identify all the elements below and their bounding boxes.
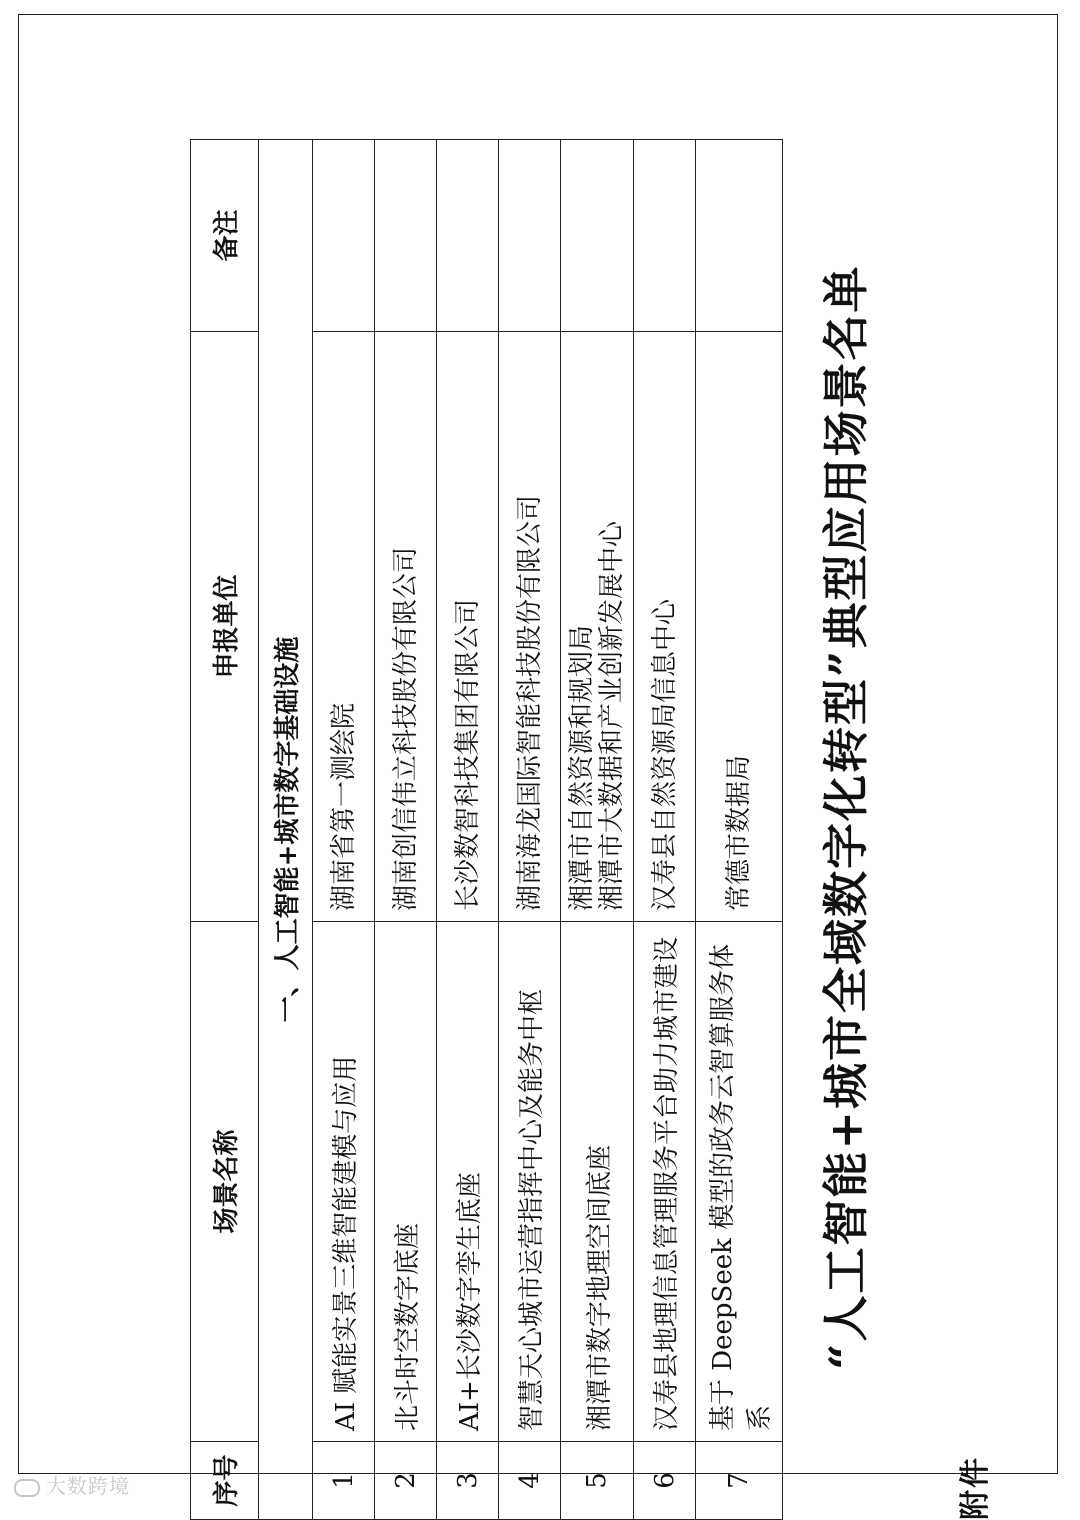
chat-bubble-icon <box>14 1479 40 1497</box>
column-header-note: 备注 <box>191 140 259 332</box>
applicant-unit-line: 湖南省第一测绘院 <box>328 702 359 911</box>
row-number: 5 <box>561 1442 634 1520</box>
applicant-unit <box>375 332 437 922</box>
applicant-unit <box>561 332 634 922</box>
row-note <box>696 140 783 332</box>
rotated-document <box>190 130 1050 1520</box>
scenario-name: AI 赋能实景三维智能建模与应用 <box>313 922 375 1442</box>
applicant-unit-line: 汉寿县自然资源局信息中心 <box>649 598 680 911</box>
applicant-unit <box>696 332 783 922</box>
row-note <box>561 140 634 332</box>
applicant-unit <box>634 332 696 922</box>
applicant-unit-line: 湘潭市大数据和产业创新发展中心 <box>597 520 627 911</box>
scenario-name: 智慧天心城市运营指挥中心及能务中枢 <box>499 922 561 1442</box>
row-note <box>437 140 499 332</box>
attachment-label: 附件 <box>958 1456 993 1520</box>
scenario-name: 基于 DeepSeek 模型的政务云智算服务体系 <box>696 922 783 1442</box>
applicant-unit-line: 湖南海龙国际智能科技股份有限公司 <box>514 494 545 911</box>
scenario-name: 湘潭市数字地理空间底座 <box>561 922 634 1442</box>
row-number: 1 <box>313 1442 375 1520</box>
table-body <box>313 140 783 1520</box>
table-row <box>437 140 499 1520</box>
table-row <box>634 140 696 1520</box>
applicant-unit-line: 湖南创信伟立科技股份有限公司 <box>390 546 421 911</box>
applicant-unit <box>437 332 499 922</box>
section-title: 一、人工智能+城市数字基础设施 <box>259 140 313 1520</box>
applicant-unit-line: 长沙数智科技集团有限公司 <box>452 598 483 911</box>
row-number: 4 <box>499 1442 561 1520</box>
table-row <box>313 140 375 1520</box>
scenario-name: AI+长沙数字孪生底座 <box>437 922 499 1442</box>
table-row <box>499 140 561 1520</box>
watermark <box>14 1470 130 1499</box>
scenario-name: 汉寿县地理信息管理服务平台助力城市建设 <box>634 922 696 1442</box>
section-row <box>259 140 313 1520</box>
applicant-unit-line: 常德市数据局 <box>724 754 754 911</box>
applicant-unit <box>499 332 561 922</box>
row-note <box>375 140 437 332</box>
table-row <box>561 140 634 1520</box>
table-row <box>375 140 437 1520</box>
table-row <box>696 140 783 1520</box>
row-number: 2 <box>375 1442 437 1520</box>
watermark-text: 大数跨境 <box>46 1474 130 1498</box>
column-header-no: 序号 <box>191 1442 259 1520</box>
row-note <box>634 140 696 332</box>
column-header-name: 场景名称 <box>191 922 259 1442</box>
row-note <box>313 140 375 332</box>
document-title: “人工智能+城市全域数字化转型”典型应用场景名单 <box>819 264 873 1370</box>
row-number: 6 <box>634 1442 696 1520</box>
row-number: 3 <box>437 1442 499 1520</box>
table-header-row <box>191 140 259 1520</box>
row-note <box>499 140 561 332</box>
row-number: 7 <box>696 1442 783 1520</box>
scenario-name: 北斗时空数字底座 <box>375 922 437 1442</box>
column-header-unit: 申报单位 <box>191 332 259 922</box>
applicant-unit-line: 湘潭市自然资源和规划局 <box>567 624 597 911</box>
applicant-unit <box>313 332 375 922</box>
scenario-table <box>190 139 783 1520</box>
